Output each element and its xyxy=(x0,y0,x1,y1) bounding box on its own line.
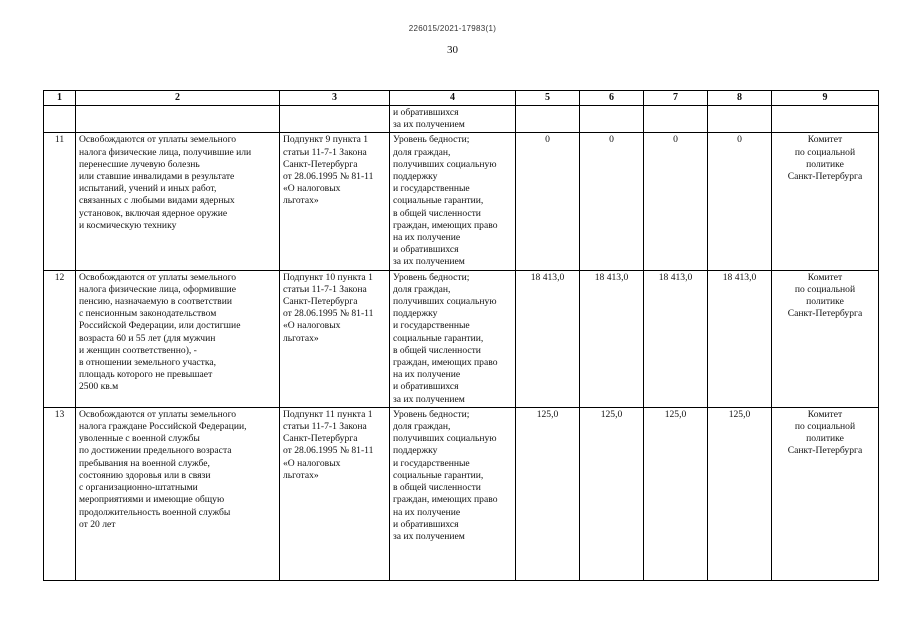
description-cell: Освобождаются от уплаты земельного налога физические лица, получившие или перенесшие лучевую болезнь или ставшие инвалидами в результате испытаний, учений и иных работ, связанных с любыми видами ядерных установок, включая ядерное оружие и космическую технику xyxy=(76,133,280,270)
value-cell: 125,0 xyxy=(644,407,708,580)
row-number: 12 xyxy=(44,270,76,407)
table-row xyxy=(44,270,879,407)
description-cell: Освобождаются от уплаты земельного налога граждане Российской Федерации, уволенные с военной службы по достижении предельного возраста пребывания на военной службе, состоянию здоровья или в связи с организационно-штатными мероприятиями и имеющие общую продолжительность военной службы от 20 лет xyxy=(76,407,280,580)
column-header: 2 xyxy=(76,91,280,106)
basis-cell: Подпункт 10 пункта 1 статьи 11-7-1 Закона Санкт-Петербурга от 28.06.1995 № 81-11 «О налоговых льготах» xyxy=(280,270,390,407)
table-row xyxy=(44,133,879,270)
column-header: 3 xyxy=(280,91,390,106)
row-number: 11 xyxy=(44,133,76,270)
document-id: 226015/2021-17983(1) xyxy=(408,24,497,33)
column-header: 5 xyxy=(516,91,580,106)
value-cell: 0 xyxy=(516,133,580,270)
criterion-cell: и обратившихся за их получением xyxy=(390,106,516,133)
curator-cell: Комитет по социальной политике Санкт-Петербурга xyxy=(772,407,879,580)
empty-cell xyxy=(516,106,580,133)
empty-cell xyxy=(76,106,280,133)
description-cell: Освобождаются от уплаты земельного налога физические лица, оформившие пенсию, назначаемую в соответствии с пенсионным законодательством Российской Федерации, или достигшие возраста 60 и 55 лет (для мужчин и женщин соответственно), - в отношении земельного участка, площадь которого не превышает 2500 кв.м xyxy=(76,270,280,407)
column-header: 1 xyxy=(44,91,76,106)
empty-cell xyxy=(280,106,390,133)
value-cell: 0 xyxy=(580,133,644,270)
criterion-cell: Уровень бедности; доля граждан, получивших социальную поддержку и государственные социальные гарантии, в общей численности граждан, имеющих право на их получение и обратившихся за их получением xyxy=(390,270,516,407)
value-cell: 125,0 xyxy=(580,407,644,580)
curator-cell: Комитет по социальной политике Санкт-Петербурга xyxy=(772,133,879,270)
basis-cell: Подпункт 11 пункта 1 статьи 11-7-1 Закона Санкт-Петербурга от 28.06.1995 № 81-11 «О налоговых льготах» xyxy=(280,407,390,580)
value-cell: 0 xyxy=(644,133,708,270)
value-cell: 18 413,0 xyxy=(516,270,580,407)
empty-cell xyxy=(580,106,644,133)
empty-cell xyxy=(44,106,76,133)
empty-cell xyxy=(644,106,708,133)
benefits-table xyxy=(43,90,879,581)
column-header: 4 xyxy=(390,91,516,106)
continuation-row xyxy=(44,106,879,133)
column-header: 9 xyxy=(772,91,879,106)
curator-cell: Комитет по социальной политике Санкт-Петербурга xyxy=(772,270,879,407)
page-number: 30 xyxy=(447,44,458,56)
value-cell: 18 413,0 xyxy=(708,270,772,407)
empty-cell xyxy=(772,106,879,133)
column-header: 8 xyxy=(708,91,772,106)
row-number: 13 xyxy=(44,407,76,580)
value-cell: 18 413,0 xyxy=(580,270,644,407)
value-cell: 18 413,0 xyxy=(644,270,708,407)
criterion-cell: Уровень бедности; доля граждан, получивших социальную поддержку и государственные социальные гарантии, в общей численности граждан, имеющих право на их получение и обратившихся за их получением xyxy=(390,407,516,580)
value-cell: 0 xyxy=(708,133,772,270)
column-header: 6 xyxy=(580,91,644,106)
value-cell: 125,0 xyxy=(708,407,772,580)
value-cell: 125,0 xyxy=(516,407,580,580)
table-row xyxy=(44,407,879,580)
basis-cell: Подпункт 9 пункта 1 статьи 11-7-1 Закона Санкт-Петербурга от 28.06.1995 № 81-11 «О налоговых льготах» xyxy=(280,133,390,270)
criterion-cell: Уровень бедности; доля граждан, получивших социальную поддержку и государственные социальные гарантии, в общей численности граждан, имеющих право на их получение и обратившихся за их получением xyxy=(390,133,516,270)
empty-cell xyxy=(708,106,772,133)
column-header: 7 xyxy=(644,91,708,106)
header-row xyxy=(44,91,879,106)
